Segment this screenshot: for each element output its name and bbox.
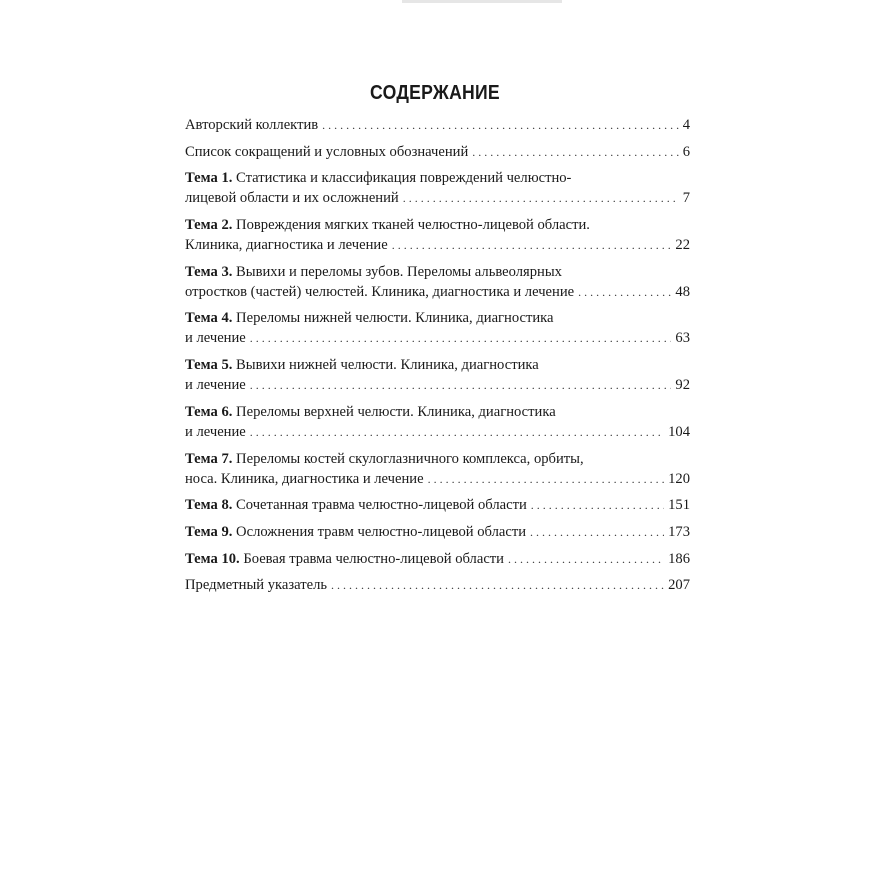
toc-entry-label	[185, 282, 574, 302]
table-of-contents	[185, 115, 690, 602]
toc-entry	[185, 355, 690, 395]
toc-entry-line	[185, 262, 690, 282]
toc-entry-text: Переломы верхней челюсти. Клиника, диагностика	[236, 403, 556, 420]
toc-entry-line	[185, 215, 690, 235]
toc-entry-line	[185, 495, 690, 515]
toc-dot-leader	[331, 575, 664, 595]
toc-entry-line	[185, 142, 690, 162]
toc-entry-line	[185, 522, 690, 542]
toc-entry-line	[185, 375, 690, 395]
toc-entry	[185, 575, 690, 595]
toc-entry-text: Предметный указатель	[185, 577, 328, 594]
toc-entry-line	[185, 469, 690, 489]
toc-entry-label	[185, 375, 246, 395]
toc-entry-label	[185, 188, 399, 208]
toc-entry	[185, 115, 690, 135]
toc-topic-number: Тема 4.	[185, 310, 233, 327]
toc-dot-leader	[250, 375, 672, 395]
toc-page-number: 120	[668, 470, 690, 487]
toc-entry-label	[185, 549, 504, 569]
toc-entry-line	[185, 282, 690, 302]
toc-dot-leader	[578, 282, 671, 302]
toc-topic-number: Тема 8.	[185, 497, 233, 514]
toc-entry-label	[185, 422, 246, 442]
toc-entry	[185, 308, 690, 348]
toc-entry-label	[185, 328, 246, 348]
toc-entry-line	[185, 235, 690, 255]
toc-topic-number: Тема 7.	[185, 450, 233, 467]
toc-entry-text: и лечение	[185, 330, 246, 347]
toc-topic-number: Тема 5.	[185, 357, 233, 374]
toc-topic-number: Тема 2.	[185, 217, 233, 234]
toc-topic-number: Тема 3.	[185, 263, 233, 280]
toc-entry	[185, 522, 690, 542]
toc-entry-line	[185, 402, 690, 422]
toc-entry-text: Авторский коллектив	[185, 117, 319, 133]
toc-entry-text: Переломы нижней челюсти. Клиника, диагностика	[236, 310, 554, 327]
toc-entry-line	[185, 168, 690, 188]
toc-entry-label	[185, 115, 318, 135]
toc-entry-label	[185, 402, 556, 422]
toc-entry-text: Переломы костей скулоглазничного комплекса, орбиты,	[236, 450, 584, 467]
toc-dot-leader	[392, 235, 672, 255]
toc-entry-label	[185, 355, 539, 375]
toc-entry-text: Сочетанная травма челюстно-лицевой области	[236, 497, 527, 514]
toc-entry-line	[185, 308, 690, 328]
toc-dot-leader	[530, 522, 664, 542]
toc-entry-text: Вывихи нижней челюсти. Клиника, диагностика	[236, 357, 539, 374]
toc-entry	[185, 549, 690, 569]
toc-entry-label	[185, 495, 527, 515]
toc-entry-text: и лечение	[185, 377, 246, 394]
toc-page-number: 104	[668, 423, 690, 440]
toc-entry-text: Статистика и классификация повреждений челюстно-	[236, 170, 572, 187]
toc-entry-text: Боевая травма челюстно-лицевой области	[243, 550, 504, 567]
toc-entry	[185, 215, 690, 255]
toc-page-number: 173	[668, 523, 690, 540]
toc-page-number: 151	[668, 497, 690, 514]
toc-entry-line	[185, 549, 690, 569]
page-top-edge	[402, 0, 562, 3]
toc-entry-line	[185, 328, 690, 348]
toc-entry-label	[185, 522, 526, 542]
toc-page-number: 4	[682, 117, 690, 133]
toc-entry-label	[185, 215, 590, 235]
toc-entry-label	[185, 308, 554, 328]
toc-entry-label	[185, 449, 584, 469]
toc-page-number: 186	[668, 550, 690, 567]
toc-topic-number: Тема 10.	[185, 550, 240, 567]
toc-entry-line	[185, 188, 690, 208]
toc-dot-leader	[472, 142, 678, 162]
toc-entry-line	[185, 355, 690, 375]
toc-page-number: 48	[675, 283, 690, 300]
toc-entry-text: Осложнения травм челюстно-лицевой области	[236, 523, 527, 540]
page-title: СОДЕРЖАНИЕ	[370, 82, 500, 104]
toc-entry	[185, 449, 690, 489]
toc-entry	[185, 168, 690, 208]
toc-entry	[185, 262, 690, 302]
toc-dot-leader	[250, 422, 664, 442]
toc-dot-leader	[322, 115, 679, 135]
toc-entry-text: отростков (частей) челюстей. Клиника, диагностика и лечение	[185, 283, 575, 300]
toc-page-number: 7	[682, 190, 690, 207]
toc-entry-label	[185, 262, 562, 282]
toc-page-number: 6	[682, 143, 690, 160]
toc-entry-line	[185, 449, 690, 469]
toc-entry-text: лицевой области и их осложнений	[185, 190, 399, 207]
toc-entry	[185, 142, 690, 162]
toc-dot-leader	[250, 328, 672, 348]
toc-entry-label	[185, 235, 388, 255]
toc-page-number: 22	[675, 237, 690, 254]
toc-entry	[185, 495, 690, 515]
toc-topic-number: Тема 1.	[185, 170, 233, 187]
toc-entry-text: носа. Клиника, диагностика и лечение	[185, 470, 424, 487]
toc-entry-line	[185, 422, 690, 442]
toc-entry-text: Вывихи и переломы зубов. Переломы альвеолярных	[236, 263, 562, 280]
toc-entry-text: Повреждения мягких тканей челюстно-лицевой области.	[236, 217, 590, 234]
toc-entry-label	[185, 168, 571, 188]
toc-page-number: 63	[675, 330, 690, 347]
toc-entry-text: Список сокращений и условных обозначений	[185, 143, 469, 160]
toc-entry-line	[185, 575, 690, 595]
toc-dot-leader	[508, 549, 664, 569]
toc-dot-leader	[428, 469, 665, 489]
toc-entry-label	[185, 575, 327, 595]
toc-dot-leader	[403, 188, 679, 208]
toc-entry-label	[185, 469, 424, 489]
toc-entry-text: Клиника, диагностика и лечение	[185, 237, 388, 254]
toc-dot-leader	[531, 495, 664, 515]
toc-page-number: 92	[675, 377, 690, 394]
toc-topic-number: Тема 6.	[185, 403, 233, 420]
toc-entry-line	[185, 115, 690, 135]
toc-entry	[185, 402, 690, 442]
toc-page-number: 207	[668, 577, 690, 594]
toc-entry-text: и лечение	[185, 423, 246, 440]
toc-entry-label	[185, 142, 468, 162]
toc-topic-number: Тема 9.	[185, 523, 233, 540]
